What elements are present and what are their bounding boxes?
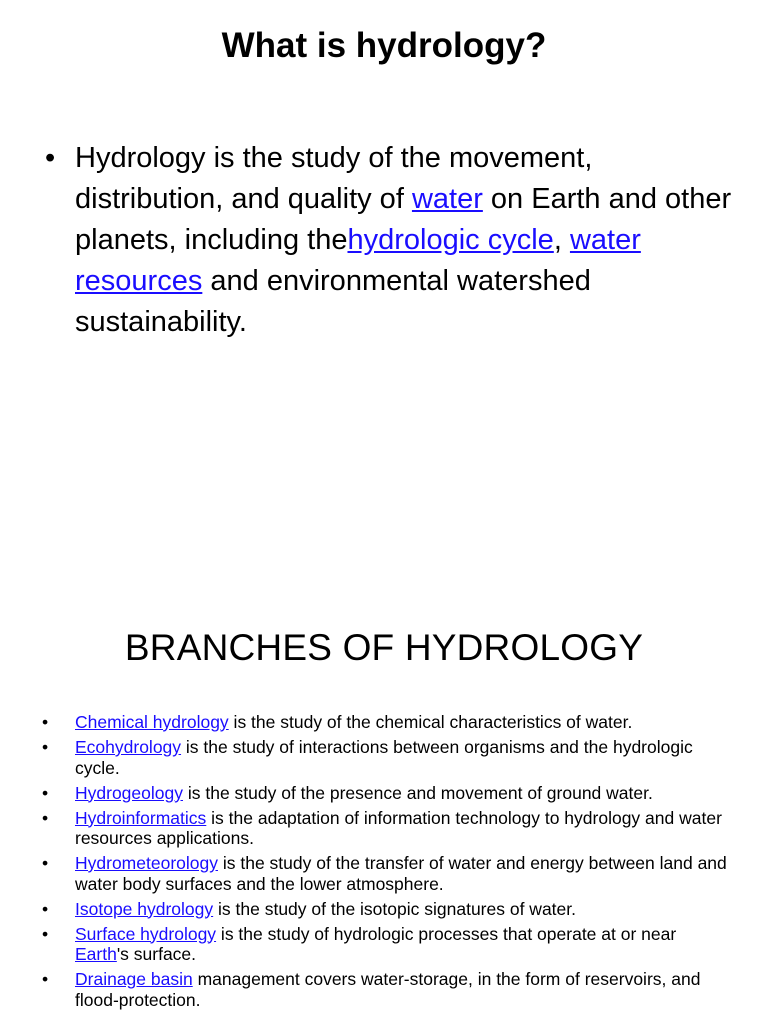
link-chemical-hydrology[interactable]: Chemical hydrology bbox=[75, 712, 229, 732]
item-text: is the study of the transfer of water and energy between land and water body surfaces and the lower atmosphere. bbox=[75, 853, 727, 894]
list-item bbox=[42, 899, 732, 920]
bullet-icon: • bbox=[42, 712, 49, 732]
slide-title: What is hydrology? bbox=[221, 26, 547, 65]
list-item bbox=[42, 853, 732, 894]
bullet-icon: • bbox=[42, 898, 49, 919]
bullet-icon: • bbox=[42, 782, 49, 803]
slide-branches-of-hydrology bbox=[0, 576, 768, 1024]
item-text: is the adaptation of information technology to hydrology and water resources applications. bbox=[75, 807, 722, 848]
link-isotope-hydrology[interactable]: Isotope hydrology bbox=[75, 898, 214, 919]
link-hydrogeology[interactable]: Hydrogeology bbox=[75, 782, 183, 803]
paragraph-text: and environmental watershed sustainability. bbox=[75, 265, 591, 338]
list-item bbox=[42, 808, 732, 849]
branch-list bbox=[42, 712, 732, 1015]
paragraph-text: on Earth and other planets, including the bbox=[75, 183, 732, 256]
bullet-icon: • bbox=[42, 853, 49, 873]
bullet-icon: • bbox=[42, 807, 49, 828]
item-text: is the study of interactions between organisms and the hydrologic cycle. bbox=[75, 737, 693, 778]
slide-title: BRANCHES OF HYDROLOGY bbox=[124, 627, 644, 668]
bullet-list bbox=[45, 138, 735, 343]
link-earth[interactable]: Earth bbox=[75, 944, 117, 964]
list-item bbox=[42, 712, 732, 733]
bullet-icon: • bbox=[42, 737, 49, 757]
paragraph-text: Hydrology is the study of the movement, distribution, and quality of bbox=[75, 142, 593, 215]
item-text: 's surface. bbox=[116, 944, 197, 964]
item-text: is the study of the presence and movement of ground water. bbox=[182, 782, 653, 803]
link-ecohydrology[interactable]: Ecohydrology bbox=[75, 737, 182, 757]
item-text: is the study of the isotopic signatures of water. bbox=[213, 898, 576, 919]
bullet-icon: • bbox=[45, 142, 56, 174]
item-text: is the study of hydrologic processes that operate at or near bbox=[216, 923, 677, 944]
link-drainage-basin[interactable]: Drainage basin bbox=[75, 969, 193, 989]
list-item bbox=[45, 138, 735, 343]
bullet-icon: • bbox=[42, 923, 49, 944]
link-hydrologic-cycle[interactable]: hydrologic cycle bbox=[347, 224, 554, 256]
list-item bbox=[42, 737, 732, 778]
list-item bbox=[42, 969, 732, 1010]
link-surface-hydrology[interactable]: Surface hydrology bbox=[75, 923, 217, 944]
bullet-icon: • bbox=[42, 969, 49, 989]
item-text: management covers water-storage, in the form of reservoirs, and flood-protection. bbox=[75, 969, 701, 1010]
link-water-resources[interactable]: water resources bbox=[75, 224, 641, 297]
list-item bbox=[42, 783, 732, 804]
item-text: is the study of the chemical characteristics of water. bbox=[228, 712, 633, 732]
link-hydrometeorology[interactable]: Hydrometeorology bbox=[75, 853, 218, 873]
link-water[interactable]: water bbox=[411, 183, 483, 215]
paragraph-text: , bbox=[553, 224, 570, 256]
list-item bbox=[42, 924, 732, 965]
link-hydroinformatics[interactable]: Hydroinformatics bbox=[75, 807, 207, 828]
